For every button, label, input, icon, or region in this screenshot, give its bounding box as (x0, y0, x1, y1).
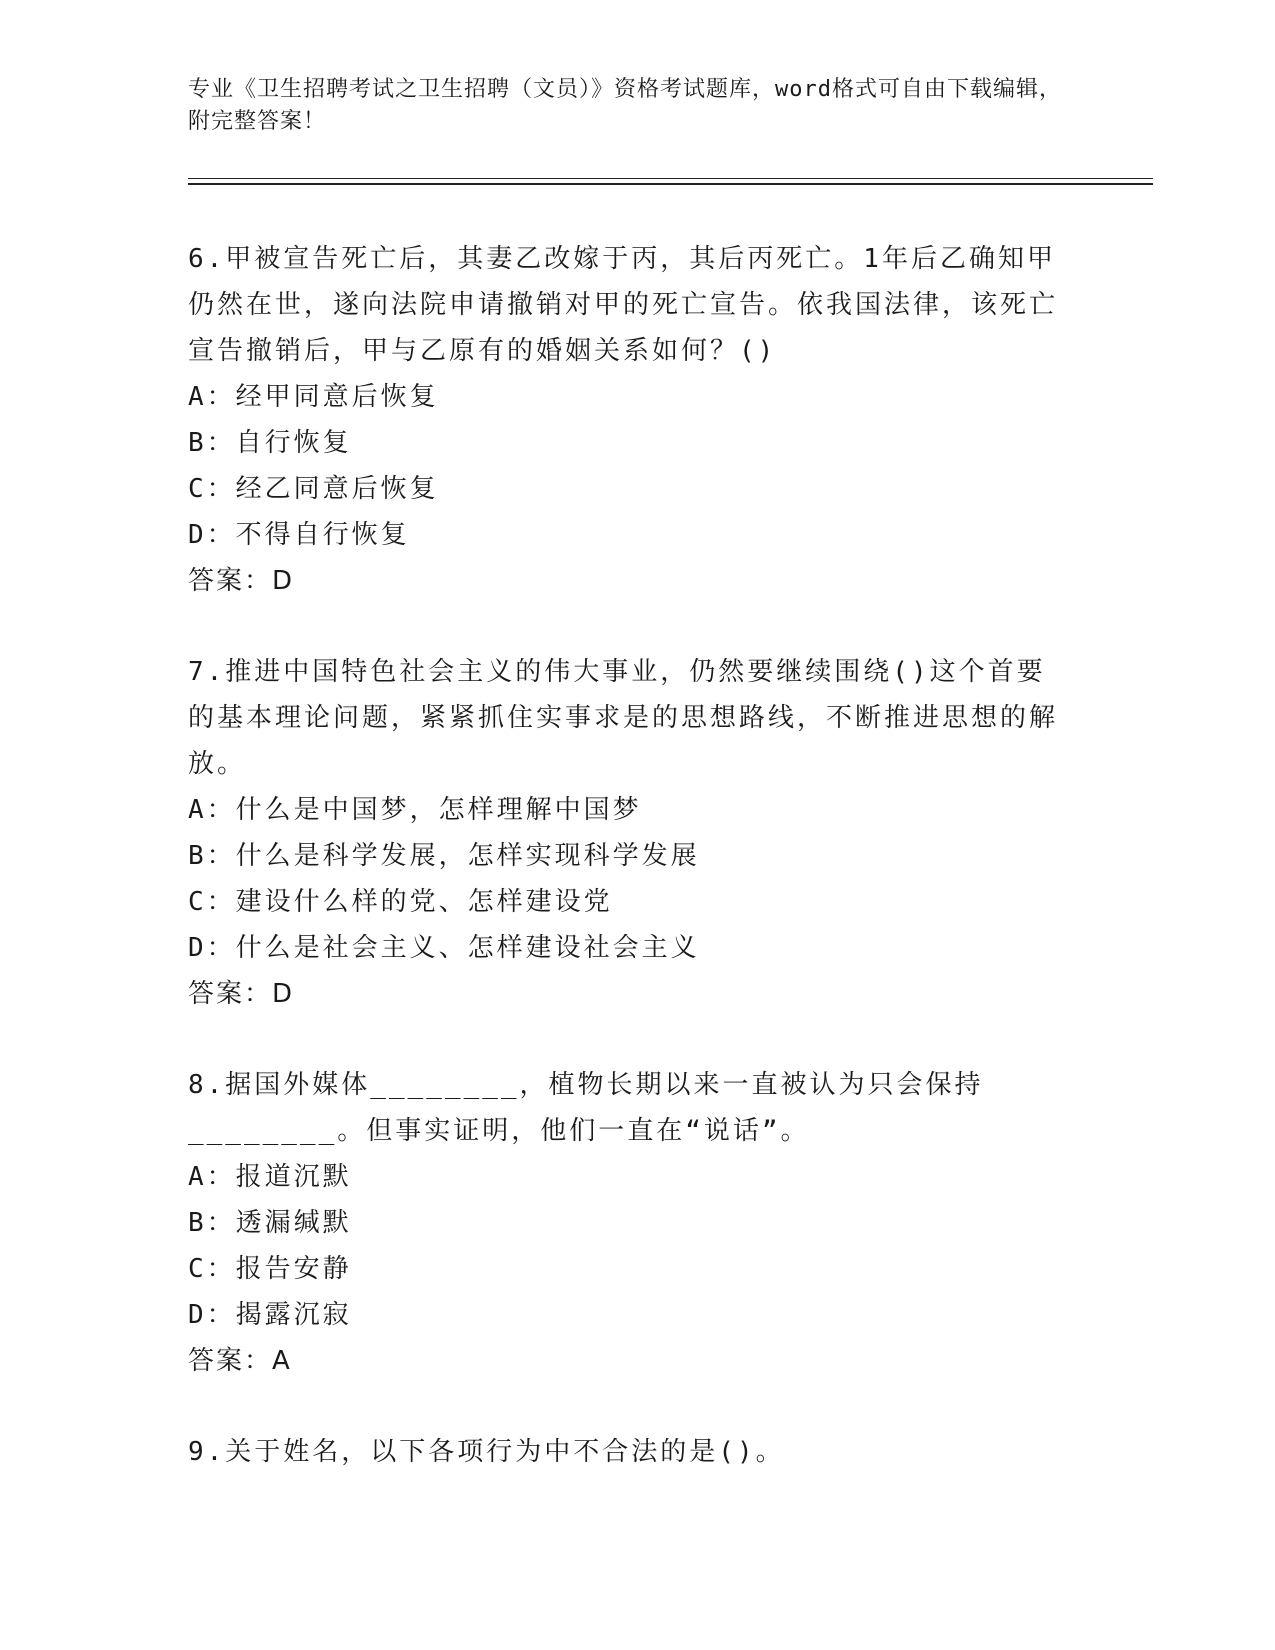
question-9 (188, 1429, 1068, 1475)
question-text: 8.据国外媒体________，植物长期以来一直被认为只会保持________。但事实证明，他们一直在“说话”。 (188, 1070, 984, 1146)
question-8 (188, 1062, 1068, 1384)
question-6 (188, 236, 1068, 604)
option-a: A：经甲同意后恢复 (188, 382, 439, 412)
answer: 答案：D (188, 979, 295, 1009)
option-a: A：报道沉默 (188, 1162, 352, 1192)
option-d: D：什么是社会主义、怎样建设社会主义 (188, 933, 700, 963)
question-text: 6.甲被宣告死亡后，其妻乙改嫁于丙，其后丙死亡。1年后乙确知甲仍然在世，遂向法院申请撤销对甲的死亡宣告。依我国法律，该死亡宣告撤销后，甲与乙原有的婚姻关系如何？() (188, 244, 1059, 366)
option-b: B：自行恢复 (188, 428, 352, 458)
option-b: B：什么是科学发展，怎样实现科学发展 (188, 841, 700, 871)
header-divider-thin (188, 178, 1153, 179)
option-a: A：什么是中国梦，怎样理解中国梦 (188, 795, 642, 825)
option-b: B：透漏缄默 (188, 1208, 352, 1238)
option-c: C：报告安静 (188, 1254, 352, 1284)
option-d: D：揭露沉寂 (188, 1300, 352, 1330)
question-text: 7.推进中国特色社会主义的伟大事业，仍然要继续围绕()这个首要的基本理论问题，紧紧抓住实事求是的思想路线，不断推进思想的解放。 (188, 657, 1059, 779)
answer: 答案：A (188, 1346, 292, 1376)
option-c: C：建设什么样的党、怎样建设党 (188, 887, 613, 917)
header-divider-thick (188, 183, 1153, 185)
question-7 (188, 649, 1068, 1017)
answer: 答案：D (188, 566, 295, 596)
question-list (188, 236, 1068, 1520)
document-header: 专业《卫生招聘考试之卫生招聘（文员）》资格考试题库，word格式可自由下载编辑，附完整答案！ (188, 77, 1062, 134)
question-text: 9.关于姓名，以下各项行为中不合法的是()。 (188, 1437, 785, 1467)
option-c: C：经乙同意后恢复 (188, 474, 439, 504)
option-d: D：不得自行恢复 (188, 520, 410, 550)
